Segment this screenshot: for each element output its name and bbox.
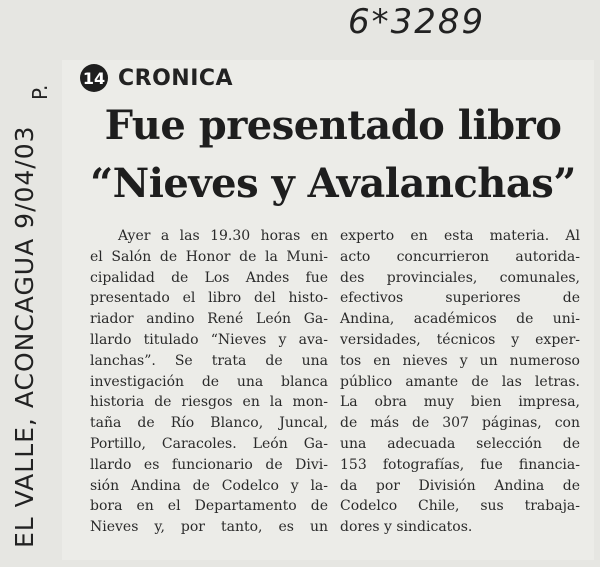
article-line: el Salón de Honor de la Muni- [90,248,328,265]
article-line: de más de 307 páginas, con [340,415,580,432]
article-line: taña de Río Blanco, Juncal, [90,415,328,432]
article-line: bora en el Departamento de [90,498,328,515]
article-line: efectivos superiores de [340,290,580,307]
article-line: llardo titulado “Nieves y ava- [90,331,328,348]
section-header [80,64,233,92]
article-line: dores y sindicatos. [340,519,473,536]
article-line: acto concurrieron autorida- [340,248,580,265]
article-line: La obra muy bien impresa, [340,394,580,411]
section-name: CRONICA [118,65,234,91]
article-line: Codelco Chile, sus trabaja- [340,498,580,515]
handwritten-page-marker: P. [28,84,52,100]
article-line: Nieves y, por tanto, es un [90,519,328,536]
article-line: 153 fotografías, fue financia- [340,456,580,473]
article-line: Andina, académicos de uni- [340,311,580,328]
article-line: lanchas”. Se trata de una [90,352,328,369]
article-line: Portillo, Caracoles. León Ga- [90,435,328,452]
article-line: sión Andina de Codelco y la- [90,477,328,494]
article-line: versidades, técnicos y exper- [340,331,580,348]
handwritten-reference-number: 6*3289 [348,2,486,42]
article-line: da por División Andina de [340,477,580,494]
page-number-badge: 14 [80,64,108,92]
article-line: cipalidad de Los Andes fue [90,269,328,286]
handwritten-source-note: EL VALLE, ACONCAGUA 9/04/03 [10,125,39,548]
article-line: experto en esta materia. Al [340,228,580,244]
article-line: Ayer a las 19.30 horas en [118,228,328,244]
article-line: investigación de una blanca [90,373,328,390]
article-line: llardo es funcionario de Divi- [90,456,328,473]
article-line: una adecuada selección de [340,435,580,452]
article-line: des provinciales, comunales, [340,269,580,286]
article-line: público amante de las letras. [340,373,580,390]
article-line: riador andino René León Ga- [90,311,328,328]
headline-line-2: “Nieves y Avalanchas” [90,160,576,207]
article-line: presentado el libro del histo- [90,290,328,307]
article-column-1 [90,226,328,538]
article-line: tos en nieves y un numeroso [340,352,580,369]
article-line: historia de riesgos en la mon- [90,394,328,411]
headline-line-1: Fue presentado libro [104,102,562,149]
article-column-2 [340,226,580,538]
